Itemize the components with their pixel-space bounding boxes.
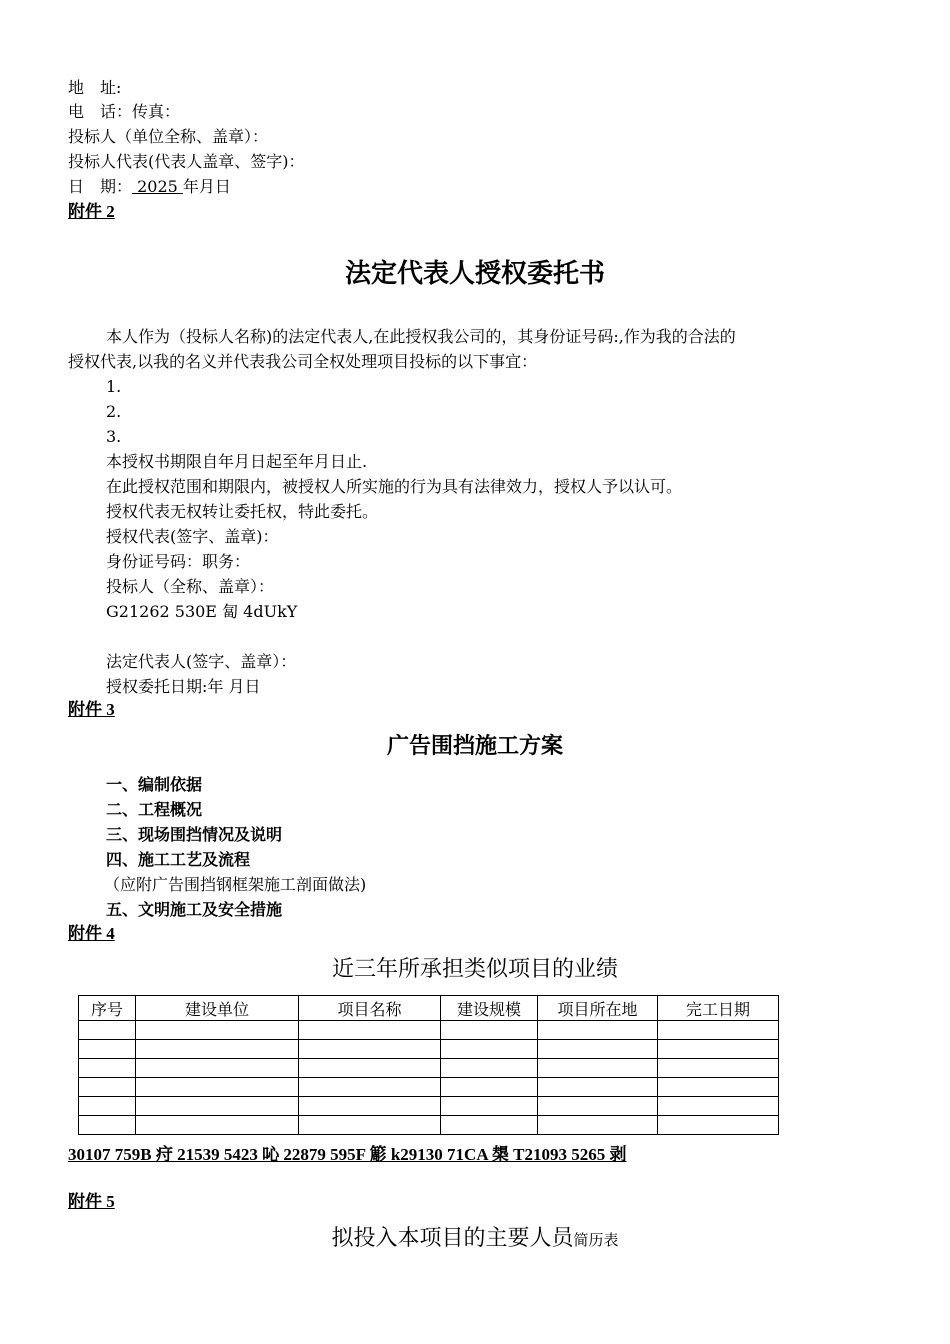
plan-section-4-note: （应附广告围挡钢框架施工剖面做法) [104, 875, 367, 894]
plan-section-2: 二、工程概况 [106, 800, 203, 819]
authorization-para-line2: 授权代表,以我的名义并代表我公司全权处理项目投标的以下事宜： [68, 352, 538, 371]
rep-sign-line: 授权代表(签字、盖章)： [106, 527, 279, 546]
personnel-title [0, 1224, 950, 1255]
attachment-5-label: 附件 5 [68, 1192, 115, 1211]
date-prefix: 日 期： [68, 177, 133, 196]
table-cell [136, 1040, 299, 1059]
table-cell [299, 1021, 441, 1040]
table-cell [136, 1021, 299, 1040]
table-cell [299, 1097, 441, 1116]
table-cell [136, 1078, 299, 1097]
bidder-rep-line: 投标人代表(代表人盖章、签字)： [68, 152, 305, 171]
table-cell [538, 1097, 658, 1116]
authorization-item-3: 3. [106, 427, 122, 446]
plan-section-3: 三、现场围挡情况及说明 [106, 825, 283, 844]
table-cell [658, 1097, 779, 1116]
table-cell [136, 1097, 299, 1116]
table-cell [136, 1059, 299, 1078]
table-cell [658, 1021, 779, 1040]
plan-title: 广告围挡施工方案 [386, 734, 563, 759]
plan-section-4: 四、施工工艺及流程 [106, 850, 251, 869]
performance-title: 近三年所承担类似项目的业绩 [331, 957, 618, 982]
table-cell [658, 1059, 779, 1078]
personnel-title-small: 简历表 [573, 1231, 619, 1249]
table-cell [79, 1116, 136, 1135]
table-row [79, 1097, 779, 1116]
performance-table [78, 995, 779, 1135]
garbled-text-line: G21262 530E 匐 4dUkY [106, 602, 298, 621]
bidder-line: 投标人（单位全称、盖章）： [68, 127, 269, 146]
table-cell [658, 1078, 779, 1097]
col-header-client: 建设单位 [136, 996, 299, 1021]
table-cell [79, 1097, 136, 1116]
attachment-2-label: 附件 2 [68, 202, 115, 221]
date-line [68, 175, 231, 199]
bidder-sign-line: 投标人（全称、盖章）： [106, 577, 275, 596]
table-row [79, 1116, 779, 1135]
table-cell [441, 1097, 538, 1116]
table-cell [538, 1059, 658, 1078]
col-header-index: 序号 [79, 996, 136, 1021]
table-cell [538, 1078, 658, 1097]
authorization-title: 法定代表人授权委托书 [344, 259, 605, 289]
table-cell [299, 1078, 441, 1097]
phone-line: 电 话：传真： [68, 102, 181, 121]
legal-sign-line: 法定代表人(签字、盖章）： [106, 652, 297, 671]
table-row [79, 1040, 779, 1059]
address-line: 地 址: [68, 78, 122, 97]
authorization-period: 本授权书期限自年月日起至年月日止. [106, 452, 368, 471]
date-year: 2025 [132, 177, 183, 196]
table-cell [299, 1116, 441, 1135]
personnel-title-main: 拟投入本项目的主要人员 [331, 1226, 574, 1251]
table-cell [441, 1059, 538, 1078]
table-row [79, 1021, 779, 1040]
table-cell [441, 1040, 538, 1059]
auth-date-line: 授权委托日期:年 月日 [106, 677, 261, 696]
table-cell [79, 1021, 136, 1040]
table-row [79, 1059, 779, 1078]
table-cell [136, 1116, 299, 1135]
authorization-para-line1: 本人作为（投标人名称)的法定代表人,在此授权我公司的，其身份证号码:,作为我的合法的 [106, 327, 736, 346]
col-header-location: 项目所在地 [538, 996, 658, 1021]
table-cell [538, 1116, 658, 1135]
table-row [79, 1078, 779, 1097]
attachment-4-label: 附件 4 [68, 924, 115, 943]
table-cell [658, 1040, 779, 1059]
col-header-scale: 建设规模 [441, 996, 538, 1021]
col-header-completion: 完工日期 [658, 996, 779, 1021]
id-title-line: 身份证号码：职务： [106, 552, 251, 571]
table-cell [299, 1040, 441, 1059]
authorization-no-transfer: 授权代表无权转让委托权，特此委托。 [106, 502, 379, 521]
table-cell [79, 1040, 136, 1059]
performance-header-row [79, 996, 779, 1021]
table-cell [441, 1116, 538, 1135]
authorization-item-2: 2. [106, 402, 122, 421]
authorization-item-1: 1. [106, 377, 122, 396]
col-header-project: 项目名称 [299, 996, 441, 1021]
date-suffix: 年月日 [182, 177, 231, 196]
attachment-3-label: 附件 3 [68, 700, 115, 719]
authorization-scope: 在此授权范围和期限内，被授权人所实施的行为具有法律效力，授权人予以认可。 [106, 477, 683, 496]
table-cell [79, 1059, 136, 1078]
garbled-underlined-line: 30107 759B 疛 21539 5423 吣 22879 595F 簓 k29130 71CA 槼 T21093 5265 剥 [68, 1145, 627, 1164]
table-cell [538, 1040, 658, 1059]
performance-table-body [79, 1021, 779, 1135]
table-cell [441, 1021, 538, 1040]
table-cell [658, 1116, 779, 1135]
plan-section-5: 五、文明施工及安全措施 [106, 900, 283, 919]
table-cell [441, 1078, 538, 1097]
table-cell [299, 1059, 441, 1078]
plan-section-1: 一、编制依据 [106, 775, 203, 794]
table-cell [538, 1021, 658, 1040]
table-cell [79, 1078, 136, 1097]
